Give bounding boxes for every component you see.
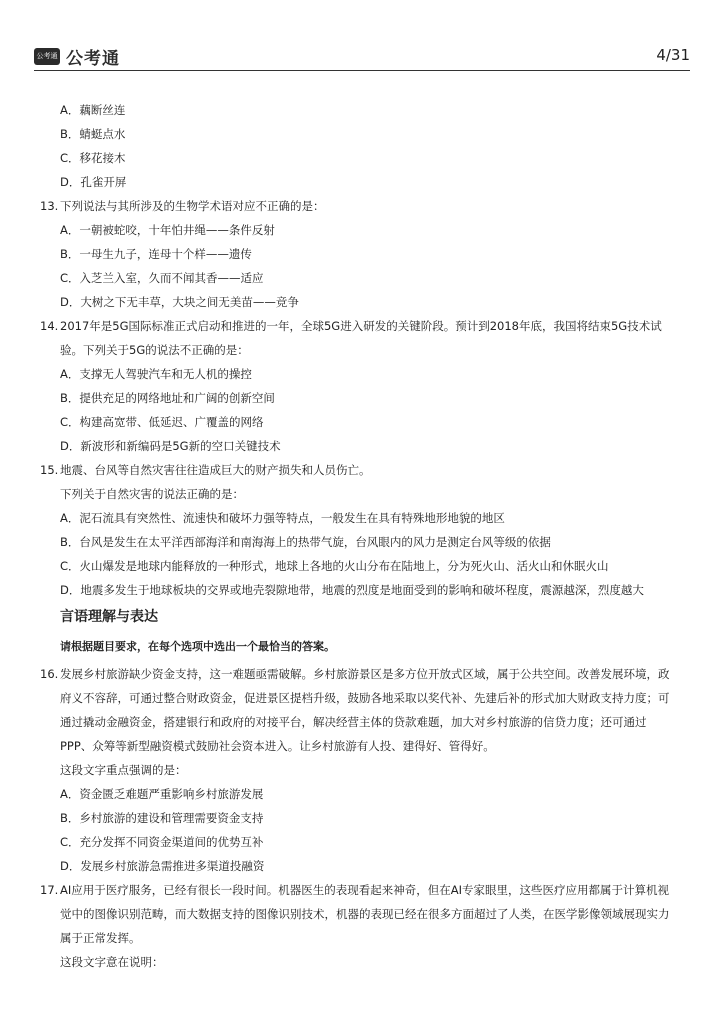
question-stem-continued: 验。下列关于5G的说法不正确的是： xyxy=(60,343,249,357)
question-number: 16. xyxy=(40,667,59,681)
option-c: C．充分发挥不同资金渠道间的优势互补 xyxy=(60,835,264,849)
option-b: B．台风是发生在太平洋西部海洋和南海海上的热带气旋，台风眼内的风力是测定台风等级的依据 xyxy=(60,535,551,549)
option-c: C．移花接木 xyxy=(60,151,126,165)
option-b: B．提供充足的网络地址和广阔的创新空间 xyxy=(60,391,275,405)
question-16 xyxy=(40,662,690,878)
option-c: C．构建高宽带、低延迟、广覆盖的网络 xyxy=(60,415,264,429)
brand-name: 公考通 xyxy=(66,49,120,69)
option-d: D．地震多发生于地球板块的交界或地壳裂隙地带，地震的烈度是地面受到的影响和破坏程度，震源越深，烈度越大 xyxy=(60,583,644,597)
option-b: B．一母生九子，连母十个样——遗传 xyxy=(60,247,252,261)
section-title: 言语理解与表达 xyxy=(60,609,158,625)
question-stem-continued: 觉中的图像识别范畴，而大数据支持的图像识别技术，机器的表现已经在很多方面超过了人类，在医学影像领域展现实力 xyxy=(60,907,670,921)
question-stem-continued: 通过撬动金融资金，搭建银行和政府的对接平台，解决经营主体的贷款难题，加大对乡村旅游的信贷力度；还可通过 xyxy=(60,715,647,729)
question-stem: AI应用于医疗服务，已经有很长一段时间。机器医生的表现看起来神奇，但在AI专家眼里，这些医疗应用都属于计算机视 xyxy=(60,883,670,897)
question-13 xyxy=(40,194,690,314)
question-12-options xyxy=(40,98,690,194)
option-a: A．资金匮乏难题严重影响乡村旅游发展 xyxy=(60,787,264,801)
page-indicator: 4/31 xyxy=(656,46,690,64)
brand-logo xyxy=(34,44,120,69)
option-a: A．一朝被蛇咬，十年怕井绳——条件反射 xyxy=(60,223,275,237)
option-b: B．乡村旅游的建设和管理需要资金支持 xyxy=(60,811,264,825)
option-d: D．发展乡村旅游急需推进多渠道投融资 xyxy=(60,859,265,873)
question-prompt: 这段文字重点强调的是： xyxy=(60,763,187,777)
page-header xyxy=(34,42,690,71)
option-a: A．泥石流具有突然性、流速快和破坏力强等特点，一般发生在具有特殊地形地貌的地区 xyxy=(60,511,505,525)
option-c: C．入芝兰入室，久而不闻其香——适应 xyxy=(60,271,264,285)
question-prompt: 这段文字意在说明： xyxy=(60,955,164,969)
question-number: 15. xyxy=(40,463,59,477)
question-17 xyxy=(40,878,690,974)
question-14 xyxy=(40,314,690,458)
question-stem-continued: 属于正常发挥。 xyxy=(60,931,141,945)
option-c: C．火山爆发是地球内能释放的一种形式，地球上各地的火山分布在陆地上，分为死火山、活火山和休眠火山 xyxy=(60,559,609,573)
question-stem: 2017年是5G国际标准正式启动和推进的一年，全球5G进入研发的关键阶段。预计到2018年底，我国将结束5G技术试 xyxy=(60,319,662,333)
question-stem: 下列说法与其所涉及的生物学术语对应不正确的是： xyxy=(60,199,325,213)
question-number: 13. xyxy=(40,199,59,213)
option-d: D．新波形和新编码是5G新的空口关键技术 xyxy=(60,439,281,453)
option-d: D．大树之下无丰草，大块之间无美苗——竞争 xyxy=(60,295,299,309)
option-b: B．蜻蜓点水 xyxy=(60,127,126,141)
option-a: A．支撑无人驾驶汽车和无人机的操控 xyxy=(60,367,252,381)
question-stem-continued: 下列关于自然灾害的说法正确的是： xyxy=(60,487,244,501)
question-stem-continued: PPP、众筹等新型融资模式鼓励社会资本进入。让乡村旅游有人投、建得好、管得好。 xyxy=(60,739,495,753)
option-a: A．藕断丝连 xyxy=(60,103,126,117)
question-stem-continued: 府义不容辞，可通过整合财政资金，促进景区提档升级，鼓励各地采取以奖代补、先建后补的形式加大财政支持力度；可 xyxy=(60,691,670,705)
document-body xyxy=(40,98,690,974)
brand-logo-icon: 公考通 xyxy=(34,48,60,65)
section-instruction: 请根据题目要求，在每个选项中选出一个最恰当的答案。 xyxy=(60,640,335,653)
option-d: D．孔雀开屏 xyxy=(60,175,127,189)
question-number: 14. xyxy=(40,319,59,333)
question-number: 17. xyxy=(40,883,59,897)
question-stem: 发展乡村旅游缺少资金支持，这一难题亟需破解。乡村旅游景区是多方位开放式区域，属于公共空间。改善发展环境，政 xyxy=(60,667,670,681)
question-stem: 地震、台风等自然灾害往往造成巨大的财产损失和人员伤亡。 xyxy=(60,463,371,477)
question-15 xyxy=(40,458,690,602)
